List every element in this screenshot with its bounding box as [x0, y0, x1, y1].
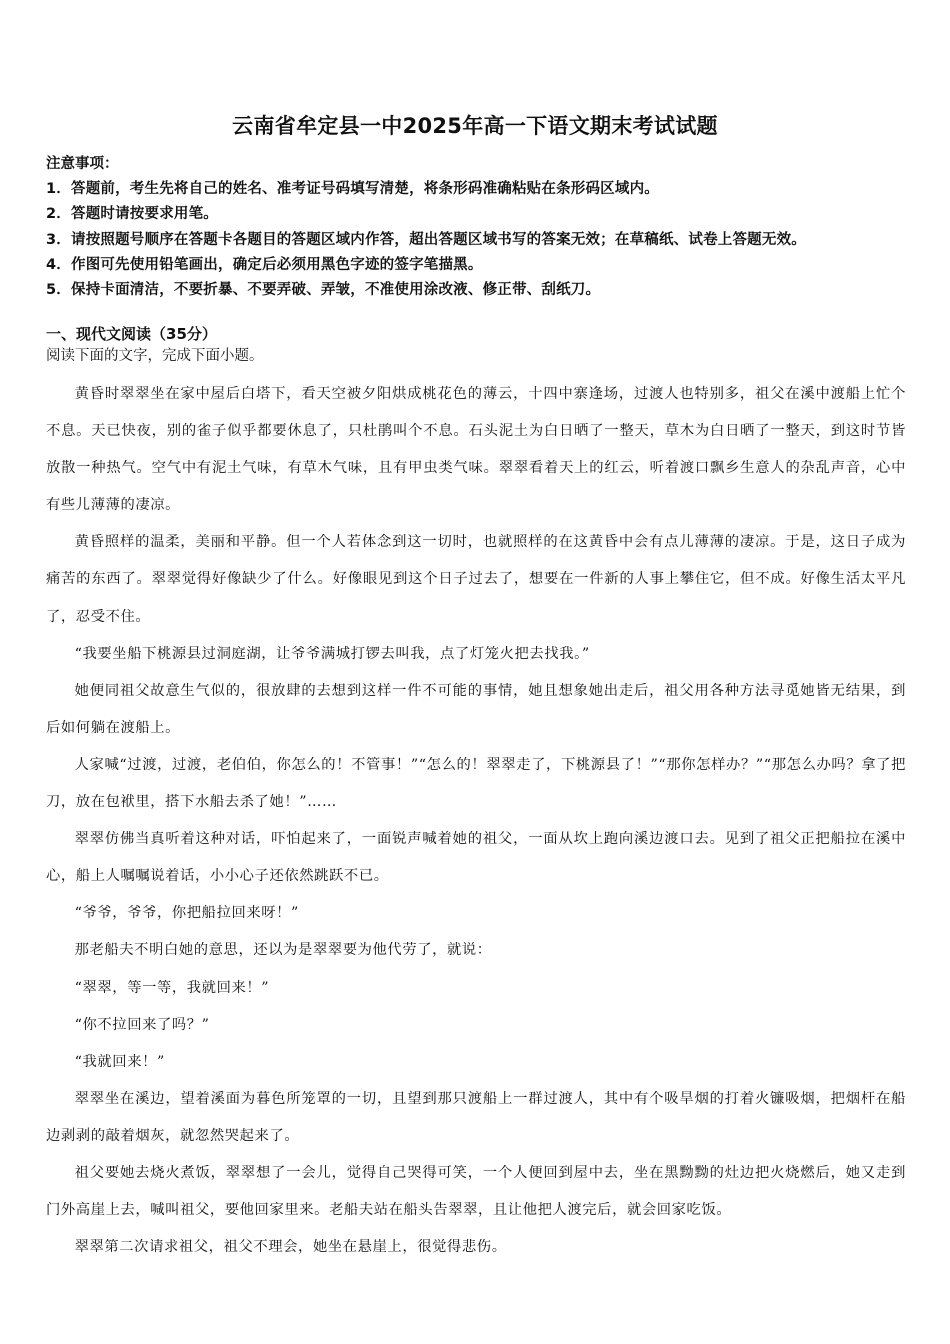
passage-paragraph: 翠翠坐在溪边，望着溪面为暮色所笼罩的一切，且望到那只渡船上一群过渡人，其中有个吸旱烟的打着火镰吸烟，把烟杆在船边剥剥的敲着烟灰，就忽然哭起来了。: [46, 1090, 906, 1144]
passage-paragraph: 祖父要她去烧火煮饭，翠翠想了一会儿，觉得自己哭得可笑，一个人便回到屋中去，坐在黑黝黝的灶边把火烧燃后，她又走到门外高崖上去，喊叫祖父，要他回家里来。老船夫站在船头告翠翠，且让他把人渡完后，就会回家吃饭。: [46, 1164, 906, 1219]
passage-paragraph: 翠翠第二次请求祖父，祖父不理会，她坐在悬崖上，很觉得悲伤。: [74, 1239, 507, 1256]
notice-item: 1．答题前，考生先将自己的姓名、准考证号码填写清楚，将条形码准确粘贴在条形码区域内。: [46, 181, 659, 198]
passage-paragraph: “翠翠，等一等，我就回来！”: [74, 979, 270, 996]
passage-paragraph: 翠翠仿佛当真听着这种对话，吓怕起来了，一面锐声喊着她的祖父，一面从坎上跑向溪边渡口去。见到了祖父正把船拉在溪中心，船上人嘱嘱说着话，小小心子还依然跳跃不已。: [46, 831, 906, 885]
notice-item: 3．请按照题号顺序在答题卡各题目的答题区域内作答，超出答题区域书写的答案无效；在草稿纸、试卷上答题无效。: [46, 231, 806, 248]
passage-paragraph: “你不拉回来了吗？”: [74, 1016, 210, 1033]
exam-title: 云南省牟定县一中2025年高一下语文期末考试试题: [232, 114, 718, 138]
passage-paragraph: 黄昏时翠翠坐在家中屋后白塔下，看天空被夕阳烘成桃花色的薄云，十四中寨逢场，过渡人也特别多，祖父在溪中渡船上忙个不息。天已快夜，别的雀子似乎都要休息了，只杜鹃叫个不息。石头泥土为白日晒了一整天，草木为白日晒了一整天，到这时节皆放散一种热气。空气中有泥土气味，有草木气味，且有甲虫类气味。翠翠看着天上的红云，听着渡口飘乡生意人的杂乱声音，心中有些儿薄薄的凄凉。: [46, 386, 906, 514]
notice-item: 4．作图可先使用铅笔画出，确定后必须用黑色字迹的签字笔描黑。: [46, 256, 483, 273]
passage-paragraph: 人家喊“过渡，过渡，老伯伯，你怎么的！不管事！”“怎么的！翠翠走了，下桃源县了！”“那你怎样办？”“那怎么办吗？拿了把刀，放在包袱里，搭下水船去杀了她！”……: [46, 756, 906, 811]
section-instruction: 阅读下面的文字，完成下面小题。: [46, 348, 264, 364]
passage-paragraph: “我要坐船下桃源县过洞庭湖，让爷爷满城打锣去叫我，点了灯笼火把去找我。”: [74, 645, 590, 662]
reading-section-header: [46, 323, 916, 367]
notice-header: 注意事项：: [46, 156, 119, 172]
passage-paragraph: “爷爷，爷爷，你把船拉回来呀！”: [74, 905, 299, 922]
section-title: 一、现代文阅读（35分）: [46, 325, 217, 343]
passage-paragraph: “我就回来！”: [74, 1053, 165, 1070]
passage-paragraph: 她便同祖父故意生气似的，很放肆的去想到这样一件不可能的事情，她且想象她出走后，祖父用各种方法寻觅她皆无结果，到后如何躺在渡船上。: [46, 682, 906, 736]
notice-block: [46, 152, 916, 303]
reading-passage: [46, 376, 906, 1266]
passage-paragraph: 黄昏照样的温柔，美丽和平静。但一个人若体念到这一切时，也就照样的在这黄昏中会有点儿薄薄的凄凉。于是，这日子成为痛苦的东西了。翠翠觉得好像缺少了什么。好像眼见到这个日子过去了，想要在一件新的人事上攀住它，但不成。好像生活太平凡了，忍受不住。: [46, 534, 906, 625]
notice-item: 5．保持卡面清洁，不要折暴、不要弄破、弄皱，不准使用涂改液、修正带、刮纸刀。: [46, 282, 601, 299]
notice-item: 2．答题时请按要求用笔。: [46, 206, 218, 223]
passage-paragraph: 那老船夫不明白她的意思，还以为是翠翠要为他代劳了，就说：: [74, 942, 492, 959]
